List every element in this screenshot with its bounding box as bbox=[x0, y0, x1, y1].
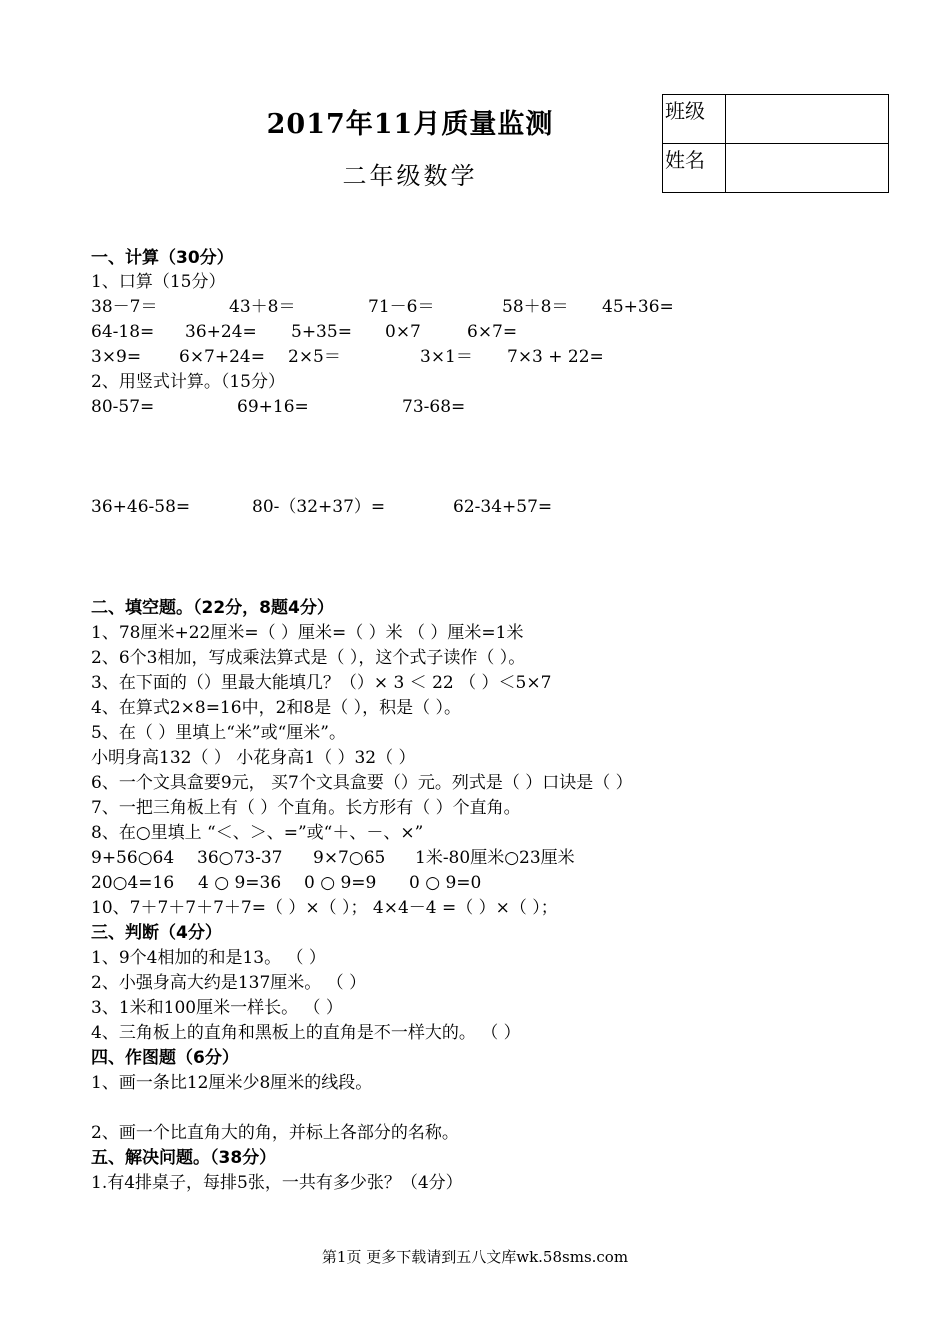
fill-question: 10、7＋7＋7＋7＋7=（ ）×（ ）； 4×4－4 =（ ）×（ ）； bbox=[91, 898, 558, 918]
oral-item: 5+35= bbox=[291, 322, 352, 342]
draw-question: 1、画一条比12厘米少8厘米的线段。 bbox=[91, 1073, 373, 1093]
compare-item: 9×7○65 bbox=[313, 848, 386, 868]
class-row bbox=[663, 95, 889, 144]
oral-item: 45+36= bbox=[602, 297, 674, 317]
fill-question: 小明身高132（ ） 小花身高1（ ）32（ ） bbox=[91, 748, 416, 768]
fill-question: 4、在算式2×8=16中，2和8是（ ），积是（ ）。 bbox=[91, 698, 462, 718]
compare-item: 20○4=16 bbox=[91, 873, 175, 893]
judge-question: 4、三角板上的直角和黑板上的直角是不一样大的。 （ ） bbox=[91, 1023, 521, 1043]
section-5-heading: 五、解决问题。（38分） bbox=[91, 1148, 277, 1168]
oral-item: 58＋8＝ bbox=[502, 297, 569, 317]
section-3-heading: 三、判断（4分） bbox=[91, 923, 222, 943]
fill-question: 1、78厘米+22厘米=（ ）厘米=（ ）米 （ ）厘米=1米 bbox=[91, 623, 524, 643]
vertical-item: 80-（32+37）= bbox=[252, 497, 386, 517]
oral-item: 2×5＝ bbox=[288, 347, 341, 367]
class-label: 班级 bbox=[663, 95, 726, 144]
oral-item: 6×7+24= bbox=[179, 347, 265, 367]
compare-item: 1米-80厘米○23厘米 bbox=[415, 848, 575, 868]
compare-item: 0 ○ 9=0 bbox=[409, 873, 482, 893]
page-subtitle: 二年级数学 bbox=[342, 162, 478, 190]
class-field[interactable] bbox=[726, 95, 889, 144]
vertical-item: 73-68= bbox=[402, 397, 466, 417]
compare-item: 4 ○ 9=36 bbox=[198, 873, 282, 893]
student-info-table bbox=[662, 94, 889, 193]
question-1-1: 1、口算（15分） bbox=[91, 272, 226, 292]
oral-item: 71－6＝ bbox=[368, 297, 435, 317]
vertical-item: 69+16= bbox=[237, 397, 309, 417]
oral-item: 7×3 + 22= bbox=[507, 347, 604, 367]
oral-item: 38－7＝ bbox=[91, 297, 158, 317]
compare-item: 36○73-37 bbox=[197, 848, 283, 868]
page-title: 2017年11月质量监测 bbox=[266, 109, 554, 140]
vertical-item: 80-57= bbox=[91, 397, 155, 417]
oral-item: 43＋8＝ bbox=[229, 297, 296, 317]
name-field[interactable] bbox=[726, 144, 889, 193]
fill-question: 8、在○里填上 “＜、＞、=”或“＋、－、×” bbox=[91, 823, 424, 843]
section-4-heading: 四、作图题（6分） bbox=[91, 1048, 239, 1068]
vertical-item: 36+46-58= bbox=[91, 497, 191, 517]
fill-question: 2、6个3相加，写成乘法算式是（ ），这个式子读作（ ）。 bbox=[91, 648, 526, 668]
oral-item: 3×1＝ bbox=[420, 347, 473, 367]
oral-item: 0×7 bbox=[385, 322, 421, 342]
page-footer: 第1页 更多下载请到五八文库wk.58sms.com bbox=[321, 1248, 629, 1266]
oral-item: 64-18= bbox=[91, 322, 155, 342]
compare-item: 9+56○64 bbox=[91, 848, 175, 868]
judge-question: 2、小强身高大约是137厘米。 （ ） bbox=[91, 973, 367, 993]
fill-question: 3、在下面的（）里最大能填几？（）× 3 ＜ 22 （ ）＜5×7 bbox=[91, 673, 552, 693]
draw-question: 2、画一个比直角大的角，并标上各部分的名称。 bbox=[91, 1123, 459, 1143]
judge-question: 3、1米和100厘米一样长。 （ ） bbox=[91, 998, 343, 1018]
judge-question: 1、9个4相加的和是13。 （ ） bbox=[91, 948, 326, 968]
name-row bbox=[663, 144, 889, 193]
name-label: 姓名 bbox=[663, 144, 726, 193]
question-1-2: 2、用竖式计算。（15分） bbox=[91, 372, 285, 392]
vertical-item: 62-34+57= bbox=[453, 497, 553, 517]
oral-item: 36+24= bbox=[185, 322, 257, 342]
fill-question: 7、一把三角板上有（ ）个直角。长方形有（ ）个直角。 bbox=[91, 798, 521, 818]
fill-question: 6、一个文具盒要9元， 买7个文具盒要（）元。列式是（ ）口诀是（ ） bbox=[91, 773, 633, 793]
section-2-heading: 二、填空题。（22分，8题4分） bbox=[91, 598, 334, 618]
oral-item: 6×7= bbox=[467, 322, 518, 342]
section-1-heading: 一、计算（30分） bbox=[91, 248, 234, 268]
oral-item: 3×9= bbox=[91, 347, 142, 367]
fill-question: 5、在（ ）里填上“米”或“厘米”。 bbox=[91, 723, 346, 743]
compare-item: 0 ○ 9=9 bbox=[304, 873, 377, 893]
problem-question: 1.有4排桌子，每排5张，一共有多少张？（4分） bbox=[91, 1173, 463, 1193]
